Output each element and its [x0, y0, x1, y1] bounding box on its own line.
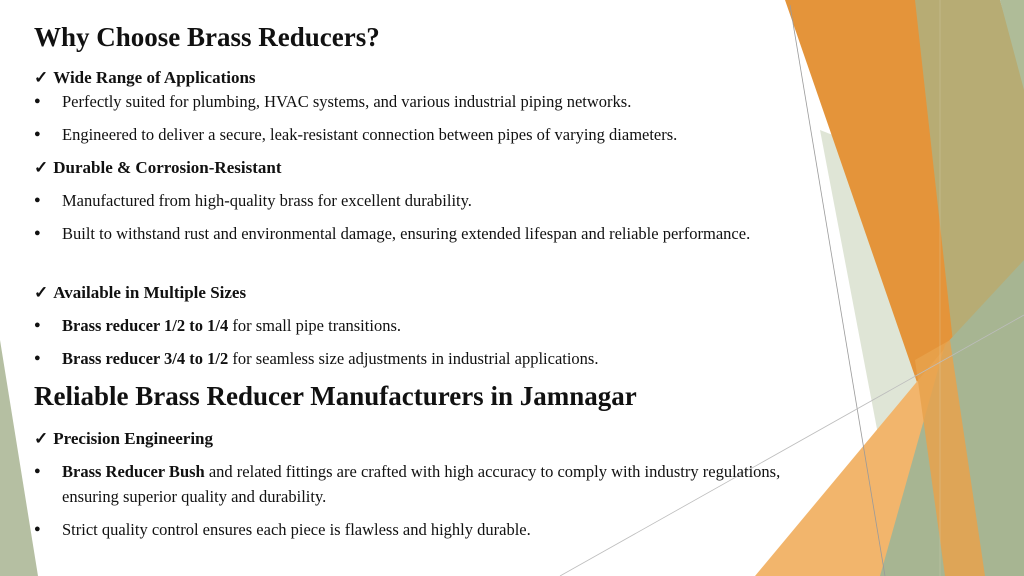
bullet-icon: ● — [34, 319, 41, 331]
item-text: and related fittings are crafted with high accuracy to comply with industry regulations, ensuring superior quality and durability. — [62, 462, 781, 506]
list-item — [34, 89, 814, 114]
bullet-icon: ● — [34, 523, 41, 535]
item-text: Strict quality control ensures each piece is flawless and highly durable. — [62, 520, 531, 539]
list-item — [34, 346, 814, 371]
section-heading-why-choose: Why Choose Brass Reducers? — [34, 22, 380, 52]
list-item — [34, 459, 814, 509]
subheading-sizes — [34, 283, 246, 303]
section-heading-manufacturers: Reliable Brass Reducer Manufacturers in Jamnagar — [34, 381, 637, 411]
bullet-icon: ● — [34, 227, 41, 239]
check-icon: ✓ — [34, 429, 49, 448]
item-text: Manufactured from high-quality brass for excellent durability. — [62, 191, 472, 210]
bullet-icon: ● — [34, 128, 41, 140]
left-green-shape — [0, 340, 38, 576]
bullet-icon: ● — [34, 352, 41, 364]
list-item — [34, 313, 814, 338]
check-icon: ✓ — [34, 68, 49, 87]
check-icon: ✓ — [34, 158, 49, 177]
item-bold-text: Brass Reducer Bush — [62, 462, 205, 481]
item-text: Built to withstand rust and environmental damage, ensuring extended lifespan and reliable performance. — [62, 224, 751, 243]
list-item — [34, 517, 814, 542]
item-bold-text: Brass reducer 3/4 to 1/2 — [62, 349, 229, 368]
bullet-icon: ● — [34, 465, 41, 477]
item-bold-text: Brass reducer 1/2 to 1/4 — [62, 316, 229, 335]
list-item — [34, 122, 814, 147]
item-text: Perfectly suited for plumbing, HVAC systems, and various industrial piping networks. — [62, 92, 632, 111]
subheading-precision — [34, 429, 213, 449]
check-icon: ✓ — [34, 283, 49, 302]
subheading-durable — [34, 158, 281, 178]
subheading-label: Durable & Corrosion-Resistant — [53, 158, 282, 177]
subheading-label: Wide Range of Applications — [53, 68, 256, 87]
subheading-label: Precision Engineering — [53, 429, 214, 448]
bullet-icon: ● — [34, 194, 41, 206]
subheading-wide-range — [34, 68, 256, 88]
bullet-icon: ● — [34, 95, 41, 107]
item-text: for small pipe transitions. — [228, 316, 401, 335]
item-text: for seamless size adjustments in industrial applications. — [228, 349, 599, 368]
list-item — [34, 221, 814, 246]
list-item — [34, 188, 814, 213]
item-text: Engineered to deliver a secure, leak-resistant connection between pipes of varying diameters. — [62, 125, 678, 144]
subheading-label: Available in Multiple Sizes — [53, 283, 247, 302]
